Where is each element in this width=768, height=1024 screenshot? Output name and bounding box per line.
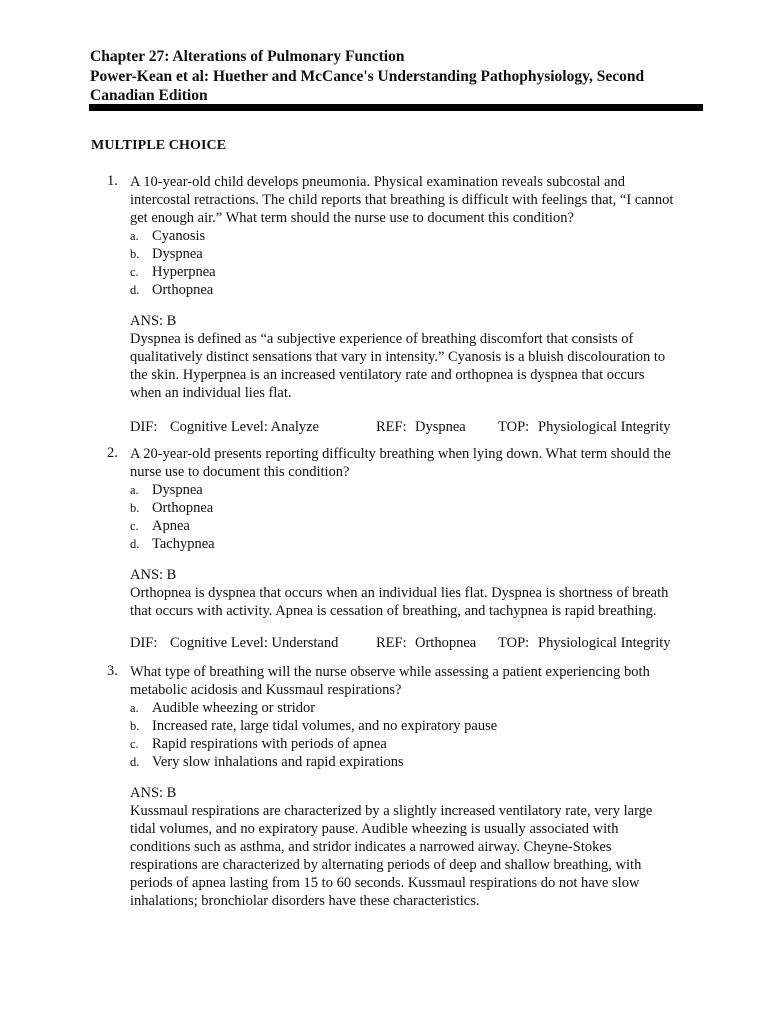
option-text: Very slow inhalations and rapid expirations (152, 754, 404, 770)
answer-option-d (130, 535, 700, 553)
answer-key: ANS: B (130, 567, 177, 583)
option-text: Rapid respirations with periods of apnea (152, 736, 387, 752)
option-text: Tachypnea (152, 536, 215, 552)
question-body (130, 663, 700, 910)
option-letter: b. (130, 719, 140, 733)
option-letter: b. (130, 247, 140, 261)
option-letter: d. (130, 537, 140, 551)
dif-value: Cognitive Level: Analyze (170, 419, 319, 435)
question-number: 1. (107, 173, 118, 189)
option-letter: c. (130, 265, 139, 279)
chapter-title: Chapter 27: Alterations of Pulmonary Function (90, 48, 405, 65)
option-letter: c. (130, 519, 139, 533)
rationale-line: tidal volumes, and no expiratory pause. Audible wheezing is usually associated with (130, 821, 619, 837)
option-text: Orthopnea (152, 282, 214, 298)
option-letter: d. (130, 283, 140, 297)
answer-option-c (130, 517, 700, 535)
answer-key: ANS: B (130, 313, 177, 329)
book-title-line-continued: Canadian Edition (90, 87, 208, 104)
header-rule (89, 104, 703, 111)
option-text: Audible wheezing or stridor (152, 700, 316, 716)
ref-label: REF: (376, 635, 407, 651)
question-stem-line: intercostal retractions. The child reports that breathing is difficult with feelings that, “I cannot (130, 192, 674, 208)
question-stem-line: A 20-year-old presents reporting difficulty breathing when lying down. What term should the (130, 446, 671, 462)
rationale-line: Kussmaul respirations are characterized by a slightly increased ventilatory rate, very large (130, 803, 653, 819)
question-number: 3. (107, 663, 118, 679)
option-text: Apnea (152, 518, 190, 534)
dif-label: DIF: (130, 419, 158, 435)
question-stem-line: metabolic acidosis and Kussmaul respirations? (130, 682, 402, 698)
answer-key: ANS: B (130, 785, 177, 801)
answer-option-a (130, 481, 700, 499)
option-text: Cyanosis (152, 228, 206, 244)
top-label: TOP: (498, 419, 530, 435)
document-header (90, 47, 710, 106)
answer-option-b (130, 717, 700, 735)
option-letter: a. (130, 701, 139, 715)
option-letter: d. (130, 755, 140, 769)
option-text: Orthopnea (152, 500, 214, 516)
option-letter: c. (130, 737, 139, 751)
answer-option-d (130, 753, 700, 771)
ref-value: Orthopnea (415, 635, 477, 651)
book-title-line: Power-Kean et al: Huether and McCance's Understanding Pathophysiology, Second (90, 67, 645, 85)
option-text: Dyspnea (152, 246, 203, 262)
answer-option-d (130, 281, 700, 299)
answer-option-c (130, 263, 700, 281)
rationale-line: when an individual lies flat. (130, 385, 292, 401)
option-letter: a. (130, 483, 139, 497)
answer-option-b (130, 499, 700, 517)
rationale-line: inhalations; bronchiolar disorders have these characteristics. (130, 893, 480, 909)
rationale-line: respirations are characterized by alternating periods of deep and shallow breathing, with (130, 857, 642, 873)
rationale-line: the skin. Hyperpnea is an increased ventilatory rate and orthopnea is dyspnea that occurs (130, 367, 645, 383)
rationale-line: that occurs with activity. Apnea is cessation of breathing, and tachypnea is rapid breathing. (130, 603, 657, 619)
question-stem-line: get enough air.” What term should the nurse use to document this condition? (130, 210, 574, 226)
option-letter: a. (130, 229, 139, 243)
option-text: Increased rate, large tidal volumes, and no expiratory pause (152, 718, 498, 734)
top-label: TOP: (498, 635, 530, 651)
top-value: Physiological Integrity (538, 635, 671, 651)
rationale-line: conditions such as asthma, and stridor indicates a narrowed airway. Cheyne-Stokes (130, 839, 612, 855)
answer-option-a (130, 227, 700, 245)
question-body (130, 445, 700, 652)
dif-label: DIF: (130, 635, 158, 651)
question-metadata (130, 418, 700, 436)
question-stem-line: nurse use to document this condition? (130, 464, 350, 480)
option-text: Hyperpnea (152, 264, 216, 280)
rationale-line: periods of apnea lasting from 15 to 60 seconds. Kussmaul respirations do not have slow (130, 875, 640, 891)
question-number: 2. (107, 445, 118, 461)
question-stem-line: A 10-year-old child develops pneumonia. Physical examination reveals subcostal and (130, 174, 625, 190)
rationale-line: qualitatively distinct sensations that vary in intensity.” Cyanosis is a bluish discolouration to (130, 349, 666, 365)
answer-option-a (130, 699, 700, 717)
answer-option-b (130, 245, 700, 263)
ref-label: REF: (376, 419, 407, 435)
rationale-line: Orthopnea is dyspnea that occurs when an individual lies flat. Dyspnea is shortness of breath (130, 585, 669, 601)
top-value: Physiological Integrity (538, 419, 671, 435)
rationale-line: Dyspnea is defined as “a subjective experience of breathing discomfort that consists of (130, 331, 634, 347)
option-text: Dyspnea (152, 482, 203, 498)
option-letter: b. (130, 501, 140, 515)
question-stem-line: What type of breathing will the nurse observe while assessing a patient experiencing both (130, 664, 650, 680)
section-title: MULTIPLE CHOICE (91, 138, 227, 153)
question-metadata (130, 634, 700, 652)
answer-option-c (130, 735, 700, 753)
ref-value: Dyspnea (415, 419, 466, 435)
dif-value: Cognitive Level: Understand (170, 635, 339, 651)
question-body (130, 173, 700, 436)
